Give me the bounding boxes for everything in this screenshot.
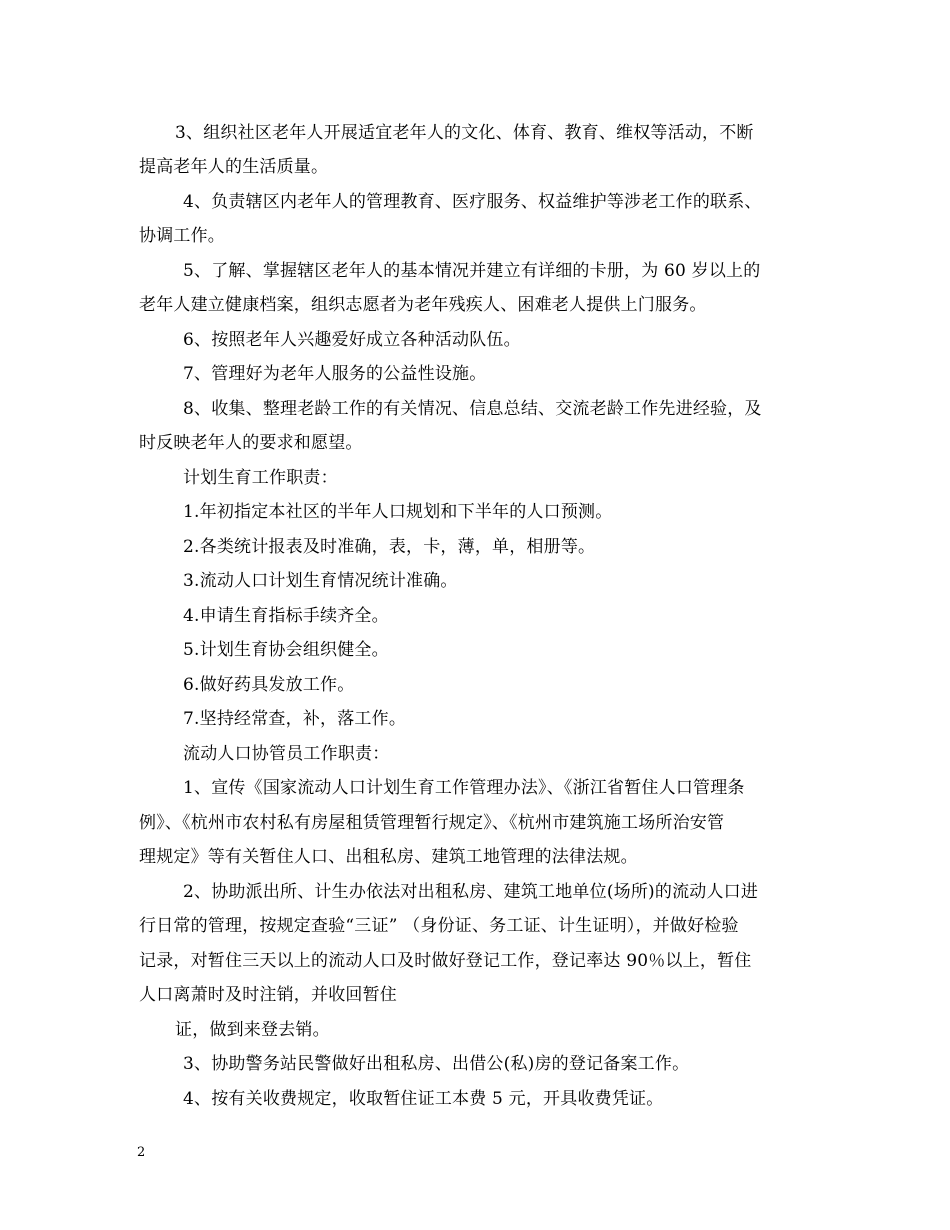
text-line: 2.各类统计报表及时准确，表，卡，薄，单，相册等。: [183, 537, 596, 557]
text-line: 协调工作。: [139, 226, 225, 246]
section-heading: 计划生育工作职责：: [183, 468, 338, 488]
section-heading: 流动人口协管员工作职责：: [183, 744, 390, 764]
text-line: 1.年初指定本社区的半年人口规划和下半年的人口预测。: [183, 502, 613, 522]
text-line: 4、按有关收费规定，收取暂住证工本费 5 元，开具收费凭证。: [183, 1089, 664, 1109]
text-line: 4、负责辖区内老年人的管理教育、医疗服务、权益维护等涉老工作的联系、: [183, 192, 762, 212]
page-number: 2: [137, 1145, 146, 1160]
text-line: 人口离萧时及时注销，并收回暂住: [139, 985, 397, 1005]
text-line: 理规定》等有关暂住人口、出租私房、建筑工地管理的法律法规。: [139, 847, 638, 867]
text-line: 时反映老年人的要求和愿望。: [139, 433, 363, 453]
text-line: 行日常的管理，按规定查验“三证” （身份证、务工证、计生证明），并做好检验: [139, 916, 739, 936]
text-line: 1、宣传《国家流动人口计划生育工作管理办法》、《浙江省暂住人口管理条: [183, 778, 745, 798]
text-line: 3.流动人口计划生育情况统计准确。: [183, 571, 458, 591]
text-line: 5.计划生育协会组织健全。: [183, 640, 389, 660]
text-line: 3、协助警务站民警做好出租私房、出借公(私)房的登记备案工作。: [183, 1054, 690, 1074]
text-line: 记录，对暂住三天以上的流动人口及时做好登记工作，登记率达 90％以上，暂住: [139, 951, 752, 971]
text-line: 证，做到来登去销。: [175, 1020, 330, 1040]
text-line: 4.申请生育指标手续齐全。: [183, 606, 389, 626]
text-line: 5、了解、掌握辖区老年人的基本情况并建立有详细的卡册，为 60 岁以上的: [183, 261, 761, 281]
text-line: 6.做好药具发放工作。: [183, 675, 355, 695]
text-line: 7.坚持经常查，补，落工作。: [183, 709, 407, 729]
text-line: 3、组织社区老年人开展适宜老年人的文化、体育、教育、维权等活动，不断: [175, 123, 754, 143]
text-line: 例》、《杭州市农村私有房屋租赁管理暂行规定》、《杭州市建筑施工场所治安管: [139, 813, 725, 833]
text-line: 7、管理好为老年人服务的公益性设施。: [183, 364, 487, 384]
text-line: 6、按照老年人兴趣爱好成立各种活动队伍。: [183, 330, 521, 350]
text-line: 老年人建立健康档案，组织志愿者为老年残疾人、困难老人提供上门服务。: [139, 295, 707, 315]
text-line: 2、协助派出所、计生办依法对出租私房、建筑工地单位(场所)的流动人口进: [183, 882, 759, 902]
text-line: 8、收集、整理老龄工作的有关情况、信息总结、交流老龄工作先进经验，及: [183, 399, 762, 419]
text-line: 提高老年人的生活质量。: [139, 157, 329, 177]
